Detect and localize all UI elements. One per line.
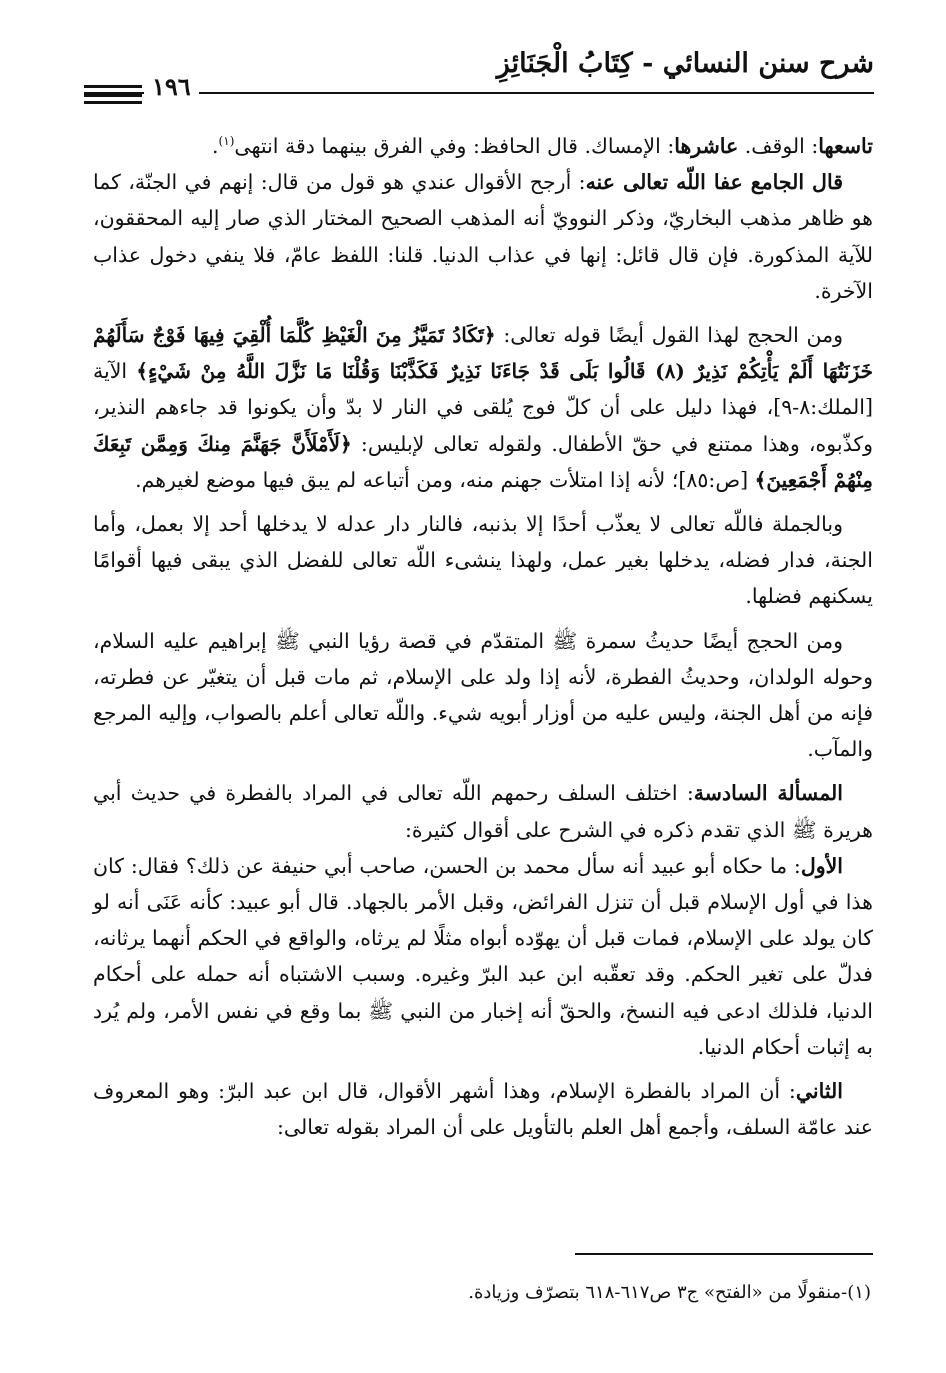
running-title: شرح سنن النسائي - كِتَابُ الْجَنَائِزِ	[496, 48, 874, 79]
label-sixth-issue: المسألة السادسة	[693, 781, 843, 806]
text-segment: [ص:٨٥]؛ لأنه إذا امتلأت جهنم منه، ومن أتباعه لم يبق فيها موضع لغيرهم.	[135, 467, 755, 492]
text-segment: : اختلف السلف رحمهم اللّه تعالى في المراد بالفطرة في حديث أبي هريرة ﷺ الذي تقدم ذكره في الشرح على أقوال كثيرة:	[93, 781, 873, 842]
header-rule	[84, 92, 874, 94]
text-segment: : الوقف.	[738, 134, 819, 158]
paragraph-summary: وبالجملة فاللّه تعالى لا يعذّب أحدًا إلا بذنبه، فالنار دار عدله لا يدخلها أحد إلا بعمل، وأما الجنة، فدار فضله، يدخلها بغير عمل، ولهذا ينشىء اللّه تعالى للفضل الذي يبقى فيها أقوامًا يسكنهم فضلها.	[93, 512, 873, 609]
page-number: ١٩٦	[144, 72, 199, 101]
paragraph-ninth-tenth	[93, 128, 873, 164]
label-ninth: تاسعها	[818, 134, 873, 158]
text-segment: .	[212, 134, 219, 158]
page-number-rule-2	[84, 93, 142, 97]
paragraph-sixth-issue	[93, 775, 873, 847]
page-number-rule-1	[84, 85, 142, 88]
text-segment: ومن الحجج لهذا القول أيضًا قوله تعالى:	[495, 323, 843, 348]
text-segment: : أرجح الأقوال عندي هو قول من قال: إنهم في الجنّة، كما هو ظاهر مذهب البخاريّ، وذكر النوويّ أنه المذهب الصحيح المختار الذي صار إليه المحققون، للآية المذكورة. فإن قال قائل: إنها في عذاب الدنيا. قلنا: اللفظ عامّ، فلا ينفي دخول عذاب الآخرة.	[93, 170, 873, 303]
paragraph-second-opinion	[93, 1073, 873, 1145]
label-author: قال الجامع عفا اللّه تعالى عنه	[585, 170, 843, 195]
footnote: (١)-منقولًا من «الفتح» ج٣ ص٦١٧-٦١٨ بتصرّف وزيادة.	[468, 1282, 871, 1303]
footnote-separator	[575, 1253, 873, 1255]
label-first: الأول	[800, 853, 843, 878]
footnote-marker[interactable]: (١)	[218, 134, 235, 149]
paragraph-samura-hadith: ومن الحجج أيضًا حديثُ سمرة ﷺ المتقدّم في قصة رؤيا النبي ﷺ إبراهيم عليه السلام، وحوله الولدان، وحديثُ الفطرة، لأنه إذا ولد على الإسلام، ثم مات قبل أن يتغيّر عن فطرته، فإنه من أهل الجنة، وليس عليه من أوزار أبويه شيء. واللّه تعالى أعلم بالصواب، وإليه المرجع والمآب.	[93, 628, 873, 762]
text-segment: : ما حكاه أبو عبيد أنه سأل محمد بن الحسن، صاحب أبي حنيفة عن ذلك؟ فقال: كان هذا في أول الإسلام قبل أن تنزل الفرائض، وقبل الأمر بالجهاد. قال أبو عبيد: كأنه عَنَى أنه لو كان يولد على الإسلام، فمات قبل أن يهوّده أبواه مثلًا لم يرثاه، والواقع في الحكم أنهما يرثانه، فدلّ على تغير الحكم. وقد تعقّبه ابن عبد البرّ وغيره. وسبب الاشتباه أنه حمله على أحكام الدنيا، فلذلك ادعى فيه النسخ، والحقّ أنه إخبار من النبي ﷺ بما وقع في نفس الأمر، ولم يُرد به إثبات أحكام الدنيا.	[93, 853, 873, 1059]
quran-verse-sad: ﴿لَأَمْلَأَنَّ جَهَنَّمَ مِنكَ وَمِمَّن تَبِعَكَ مِنْهُمْ أَجْمَعِينَ﴾	[93, 431, 873, 492]
main-text	[93, 128, 873, 1145]
text-segment: : الإمساك. قال الحافظ: وفي الفرق بينهما دقة انتهى	[234, 134, 675, 158]
page-number-rule-3	[84, 101, 142, 104]
label-second: الثاني	[795, 1079, 843, 1104]
text-segment: : أن المراد بالفطرة الإسلام، وهذا أشهر الأقوال، قال ابن عبد البرّ: وهو المعروف عند عامّة السلف، وأجمع أهل العلم بالتأويل على أن المراد بقوله تعالى:	[93, 1079, 873, 1140]
quran-verse-mulk: ﴿تَكَادُ تَمَيَّزُ مِنَ الْغَيْظِ كُلَّمَا أُلْقِيَ فِيهَا فَوْجٌ سَأَلَهُمْ خَزَنَتُهَا أَلَمْ يَأْتِكُمْ نَذِيرٌ (٨) قَالُوا بَلَى قَدْ جَاءَنَا نَذِيرٌ فَكَذَّبْنَا وَقُلْنَا مَا نَزَّلَ اللَّهُ مِنْ شَيْءٍ﴾	[93, 323, 873, 384]
paragraph-author-opinion	[93, 164, 873, 309]
paragraph-evidence-quran	[93, 317, 873, 498]
page-header	[84, 42, 874, 112]
label-tenth: عاشرها	[674, 134, 739, 158]
text-segment: الآية [الملك:٨-٩]، فهذا دليل على أن كلّ فوج يُلقى في النار لا بدّ وأن يكونوا قد جاءهم النذير، وكذّبوه، وهذا ممتنع في حقّ الأطفال. ولقوله تعالى لإبليس:	[93, 359, 873, 456]
paragraph-first-opinion	[93, 848, 873, 1065]
